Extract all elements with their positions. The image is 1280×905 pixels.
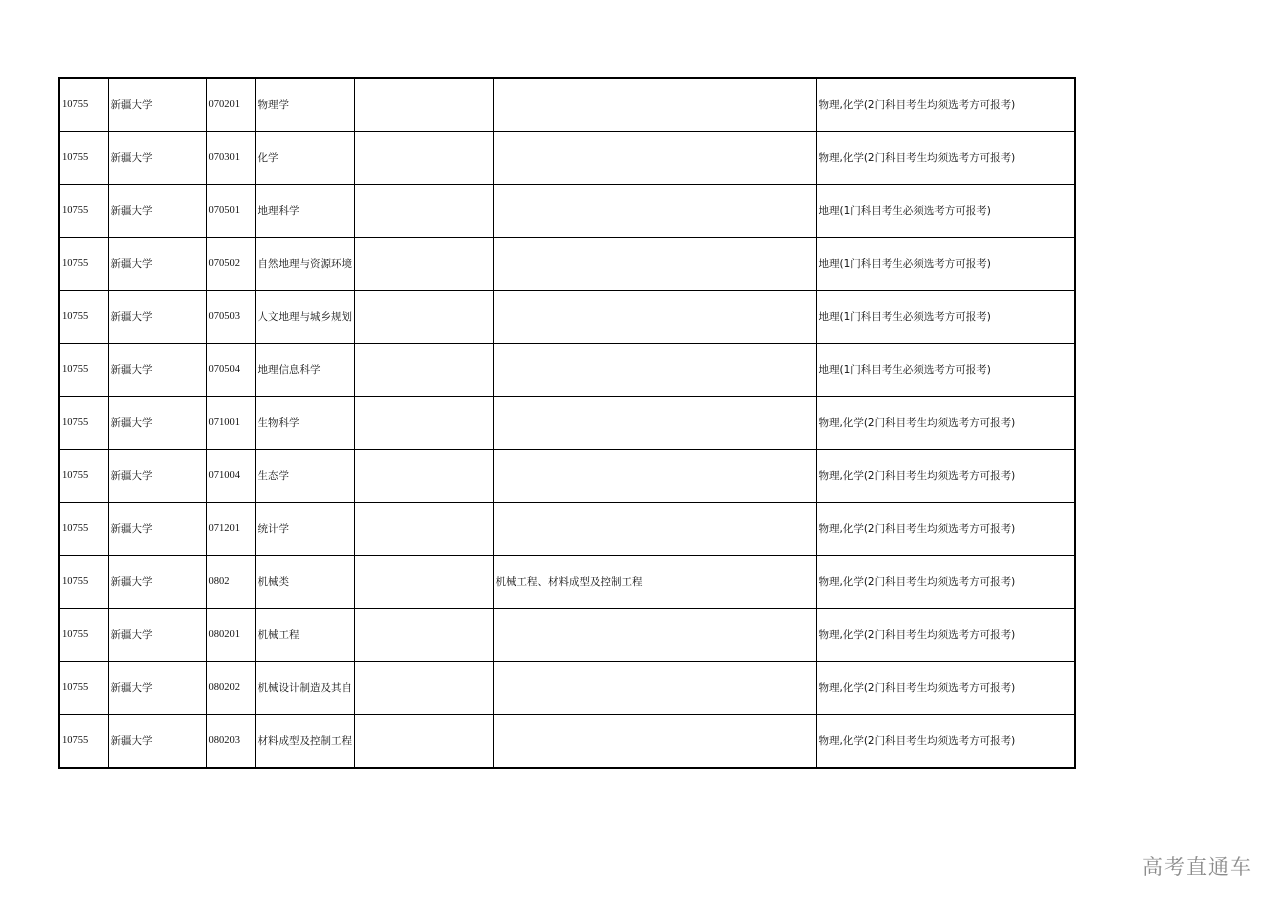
included-majors-cell bbox=[493, 291, 816, 344]
school-code-cell: 10755 bbox=[59, 450, 108, 503]
major-code-cell: 070502 bbox=[206, 238, 255, 291]
major-name-cell: 材料成型及控制工程 bbox=[255, 715, 354, 769]
subject-requirement-cell: 物理,化学(2门科目考生均须选考方可报考) bbox=[816, 78, 1075, 132]
major-code-cell: 070201 bbox=[206, 78, 255, 132]
table-row bbox=[59, 238, 1075, 291]
included-majors-cell bbox=[493, 238, 816, 291]
major-name-cell: 机械工程 bbox=[255, 609, 354, 662]
school-code-cell: 10755 bbox=[59, 556, 108, 609]
subject-requirement-cell: 地理(1门科目考生必须选考方可报考) bbox=[816, 238, 1075, 291]
blank-cell bbox=[354, 556, 493, 609]
school-code-cell: 10755 bbox=[59, 132, 108, 185]
school-name-cell: 新疆大学 bbox=[108, 662, 206, 715]
blank-cell bbox=[354, 344, 493, 397]
major-code-cell: 0802 bbox=[206, 556, 255, 609]
blank-cell bbox=[354, 715, 493, 769]
school-name-cell: 新疆大学 bbox=[108, 450, 206, 503]
blank-cell bbox=[354, 609, 493, 662]
blank-cell bbox=[354, 238, 493, 291]
table-row bbox=[59, 609, 1075, 662]
subject-requirement-cell: 物理,化学(2门科目考生均须选考方可报考) bbox=[816, 715, 1075, 769]
school-name-cell: 新疆大学 bbox=[108, 715, 206, 769]
table-row bbox=[59, 503, 1075, 556]
included-majors-cell bbox=[493, 609, 816, 662]
blank-cell bbox=[354, 662, 493, 715]
major-name-cell: 地理信息科学 bbox=[255, 344, 354, 397]
table-row bbox=[59, 132, 1075, 185]
school-code-cell: 10755 bbox=[59, 609, 108, 662]
table-row bbox=[59, 344, 1075, 397]
subject-requirement-cell: 物理,化学(2门科目考生均须选考方可报考) bbox=[816, 503, 1075, 556]
major-name-cell: 地理科学 bbox=[255, 185, 354, 238]
subject-requirement-cell: 物理,化学(2门科目考生均须选考方可报考) bbox=[816, 450, 1075, 503]
blank-cell bbox=[354, 78, 493, 132]
school-code-cell: 10755 bbox=[59, 503, 108, 556]
subject-requirement-cell: 物理,化学(2门科目考生均须选考方可报考) bbox=[816, 556, 1075, 609]
table-row bbox=[59, 291, 1075, 344]
subject-requirement-cell: 物理,化学(2门科目考生均须选考方可报考) bbox=[816, 609, 1075, 662]
school-code-cell: 10755 bbox=[59, 344, 108, 397]
major-name-cell: 自然地理与资源环境 bbox=[255, 238, 354, 291]
major-code-cell: 070503 bbox=[206, 291, 255, 344]
included-majors-cell bbox=[493, 662, 816, 715]
major-code-cell: 070301 bbox=[206, 132, 255, 185]
subject-requirement-cell: 物理,化学(2门科目考生均须选考方可报考) bbox=[816, 662, 1075, 715]
major-code-cell: 071201 bbox=[206, 503, 255, 556]
major-name-cell: 生物科学 bbox=[255, 397, 354, 450]
blank-cell bbox=[354, 503, 493, 556]
included-majors-cell bbox=[493, 503, 816, 556]
subject-requirement-cell: 地理(1门科目考生必须选考方可报考) bbox=[816, 185, 1075, 238]
major-code-cell: 070501 bbox=[206, 185, 255, 238]
table-body bbox=[59, 78, 1075, 768]
major-code-cell: 070504 bbox=[206, 344, 255, 397]
included-majors-cell bbox=[493, 78, 816, 132]
school-name-cell: 新疆大学 bbox=[108, 344, 206, 397]
subject-requirement-cell: 物理,化学(2门科目考生均须选考方可报考) bbox=[816, 132, 1075, 185]
school-code-cell: 10755 bbox=[59, 291, 108, 344]
blank-cell bbox=[354, 132, 493, 185]
included-majors-cell bbox=[493, 185, 816, 238]
table-row bbox=[59, 662, 1075, 715]
major-name-cell: 物理学 bbox=[255, 78, 354, 132]
school-code-cell: 10755 bbox=[59, 185, 108, 238]
requirements-table bbox=[58, 77, 1076, 769]
table-row bbox=[59, 450, 1075, 503]
table-row bbox=[59, 397, 1075, 450]
school-name-cell: 新疆大学 bbox=[108, 503, 206, 556]
school-name-cell: 新疆大学 bbox=[108, 397, 206, 450]
school-name-cell: 新疆大学 bbox=[108, 556, 206, 609]
included-majors-cell bbox=[493, 397, 816, 450]
major-code-cell: 080203 bbox=[206, 715, 255, 769]
included-majors-cell bbox=[493, 715, 816, 769]
school-name-cell: 新疆大学 bbox=[108, 132, 206, 185]
school-name-cell: 新疆大学 bbox=[108, 78, 206, 132]
included-majors-cell bbox=[493, 450, 816, 503]
school-name-cell: 新疆大学 bbox=[108, 238, 206, 291]
included-majors-cell bbox=[493, 344, 816, 397]
school-code-cell: 10755 bbox=[59, 78, 108, 132]
watermark-text: 高考直通车 bbox=[1142, 855, 1252, 879]
major-name-cell: 化学 bbox=[255, 132, 354, 185]
school-name-cell: 新疆大学 bbox=[108, 291, 206, 344]
included-majors-cell: 机械工程、材料成型及控制工程 bbox=[493, 556, 816, 609]
table-row bbox=[59, 556, 1075, 609]
school-code-cell: 10755 bbox=[59, 397, 108, 450]
subject-requirement-cell: 地理(1门科目考生必须选考方可报考) bbox=[816, 344, 1075, 397]
school-name-cell: 新疆大学 bbox=[108, 609, 206, 662]
blank-cell bbox=[354, 397, 493, 450]
major-name-cell: 生态学 bbox=[255, 450, 354, 503]
blank-cell bbox=[354, 450, 493, 503]
table-row bbox=[59, 715, 1075, 769]
school-name-cell: 新疆大学 bbox=[108, 185, 206, 238]
major-code-cell: 080201 bbox=[206, 609, 255, 662]
subject-requirement-cell: 物理,化学(2门科目考生均须选考方可报考) bbox=[816, 397, 1075, 450]
major-code-cell: 080202 bbox=[206, 662, 255, 715]
table-row bbox=[59, 185, 1075, 238]
included-majors-cell bbox=[493, 132, 816, 185]
major-code-cell: 071004 bbox=[206, 450, 255, 503]
table-row bbox=[59, 78, 1075, 132]
major-name-cell: 人文地理与城乡规划 bbox=[255, 291, 354, 344]
blank-cell bbox=[354, 291, 493, 344]
major-name-cell: 统计学 bbox=[255, 503, 354, 556]
major-name-cell: 机械设计制造及其自 bbox=[255, 662, 354, 715]
major-code-cell: 071001 bbox=[206, 397, 255, 450]
school-code-cell: 10755 bbox=[59, 238, 108, 291]
blank-cell bbox=[354, 185, 493, 238]
major-name-cell: 机械类 bbox=[255, 556, 354, 609]
school-code-cell: 10755 bbox=[59, 715, 108, 769]
school-code-cell: 10755 bbox=[59, 662, 108, 715]
subject-requirement-cell: 地理(1门科目考生必须选考方可报考) bbox=[816, 291, 1075, 344]
